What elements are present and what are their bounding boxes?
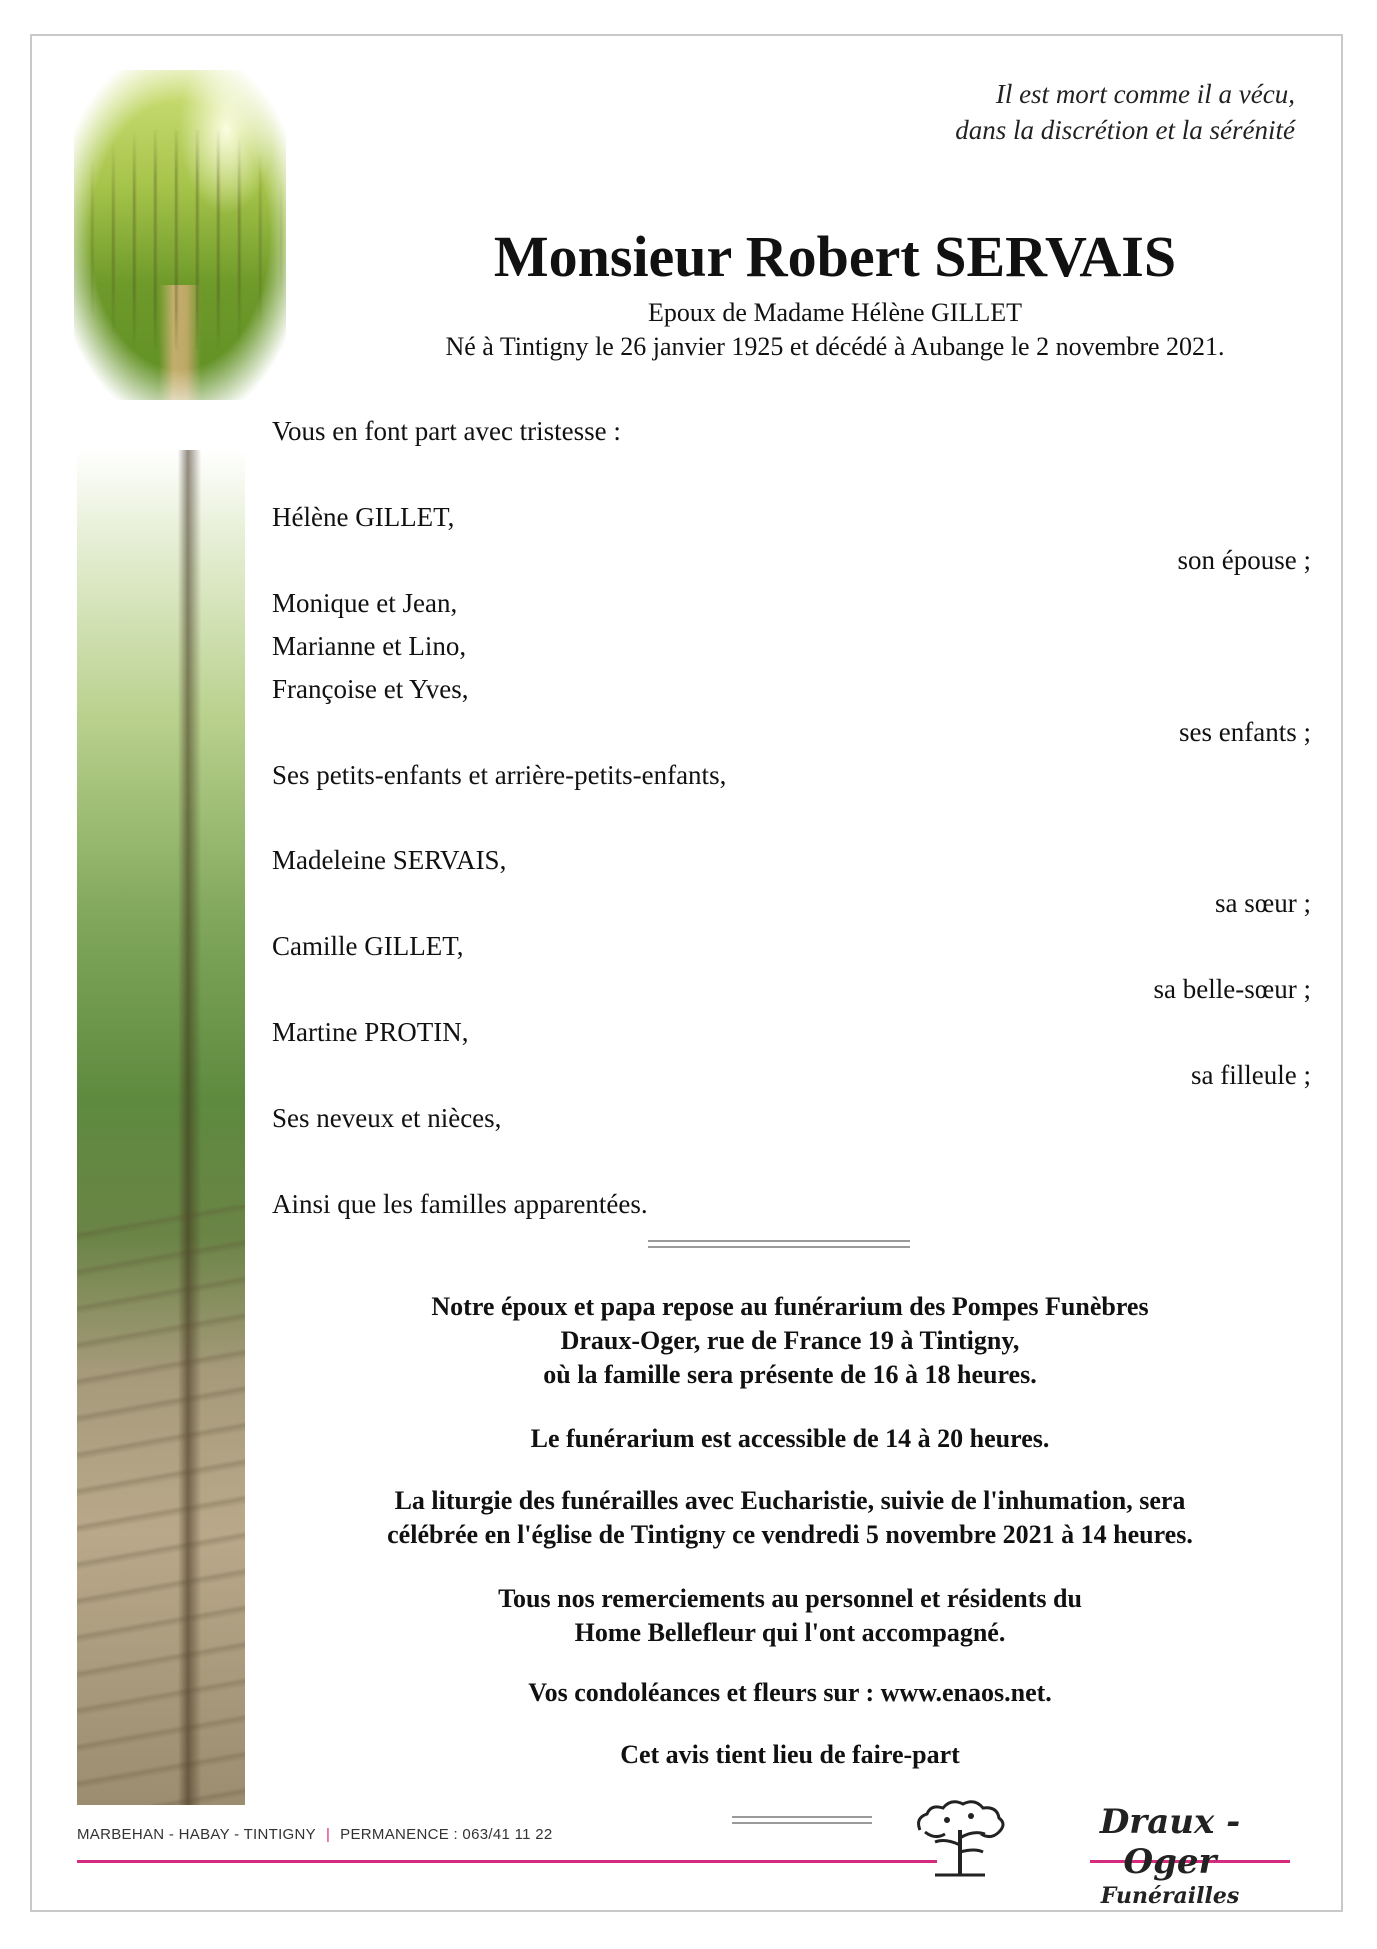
deceased-info xyxy=(260,296,1377,364)
section-divider-top xyxy=(648,1240,910,1242)
details-notice xyxy=(260,1738,1320,1772)
family-relation-6: sa belle-sœur ; xyxy=(1153,974,1311,1004)
family-relation-5: sa sœur ; xyxy=(1215,888,1311,918)
details-hours-line: Le funérarium est accessible de 14 à 20 heures. xyxy=(530,1424,1050,1453)
family-name-8: Ses neveux et nièces, xyxy=(272,1103,502,1133)
details-thanks-line-2: Home Bellefleur qui l'ont accompagné. xyxy=(574,1618,1006,1647)
details-viewing xyxy=(260,1290,1320,1392)
family-name-5: Madeleine SERVAIS, xyxy=(272,845,507,875)
family-name-2: Marianne et Lino, xyxy=(272,631,467,661)
footer-permanence: PERMANENCE : 063/41 11 22 xyxy=(340,1826,553,1843)
brand-logo xyxy=(1050,1802,1290,1910)
family-relation-7: sa filleule ; xyxy=(1191,1060,1311,1090)
notice-line: Cet avis tient lieu de faire-part xyxy=(620,1740,960,1769)
family-relation-0: son épouse ; xyxy=(1177,545,1311,575)
details-liturgy-line-2: célébrée en l'église de Tintigny ce vendredi 5 novembre 2021 à 14 heures. xyxy=(387,1520,1193,1549)
deceased-name: Monsieur Robert SERVAIS xyxy=(493,224,1177,289)
footer-divider-bottom xyxy=(732,1822,872,1824)
section-divider-bottom xyxy=(648,1246,910,1248)
family-name-4: Ses petits-enfants et arrière-petits-enfants, xyxy=(272,760,727,790)
quote-line-1: Il est mort comme il a vécu, xyxy=(995,79,1295,109)
epigraph-quote xyxy=(955,76,1295,148)
details-condolences xyxy=(260,1676,1320,1710)
family-relation-3: ses enfants ; xyxy=(1179,717,1311,747)
footer-separator: | xyxy=(325,1826,331,1843)
details-liturgy-line-1: La liturgie des funérailles avec Eucharistie, suivie de l'inhumation, sera xyxy=(394,1486,1186,1515)
spouse-line: Epoux de Madame Hélène GILLET xyxy=(648,298,1022,327)
family-name-0: Hélène GILLET, xyxy=(272,502,455,532)
brand-name: Draux - Oger xyxy=(1099,1802,1241,1882)
details-viewing-line-2: Draux-Oger, rue de France 19 à Tintigny, xyxy=(560,1326,1020,1355)
footer-accent-line-left xyxy=(77,1860,937,1863)
brand-subtitle: Funérailles xyxy=(1100,1883,1240,1909)
footer-locations: MARBEHAN - HABAY - TINTIGNY xyxy=(77,1826,316,1843)
details-thanks-line-1: Tous nos remerciements au personnel et résidents du xyxy=(498,1584,1082,1613)
family-name-1: Monique et Jean, xyxy=(272,588,458,618)
footer-contact xyxy=(77,1826,553,1843)
quote-line-2: dans la discrétion et la sérénité xyxy=(955,115,1295,145)
details-thanks xyxy=(260,1582,1320,1650)
family-name-3: Françoise et Yves, xyxy=(272,674,469,704)
tree-icon xyxy=(905,1790,1015,1880)
tree-trunks-decoration xyxy=(74,130,286,350)
family-name-9: Ainsi que les familles apparentées. xyxy=(272,1189,648,1219)
family-name-6: Camille GILLET, xyxy=(272,931,464,961)
dates-line: Né à Tintigny le 26 janvier 1925 et décédé à Aubange le 2 novembre 2021. xyxy=(445,332,1225,361)
family-name-7: Martine PROTIN, xyxy=(272,1017,469,1047)
condolences-line: Vos condoléances et fleurs sur : www.enaos.net. xyxy=(528,1678,1052,1707)
details-viewing-line-3: où la famille sera présente de 16 à 18 heures. xyxy=(543,1360,1037,1389)
footer-divider-top xyxy=(732,1816,872,1818)
details-liturgy xyxy=(260,1484,1320,1552)
forest-path-photo-side xyxy=(77,450,245,1805)
intro-line: Vous en font part avec tristesse : xyxy=(272,416,621,446)
details-hours xyxy=(260,1422,1320,1456)
details-viewing-line-1: Notre époux et papa repose au funérarium des Pompes Funèbres xyxy=(431,1292,1149,1321)
